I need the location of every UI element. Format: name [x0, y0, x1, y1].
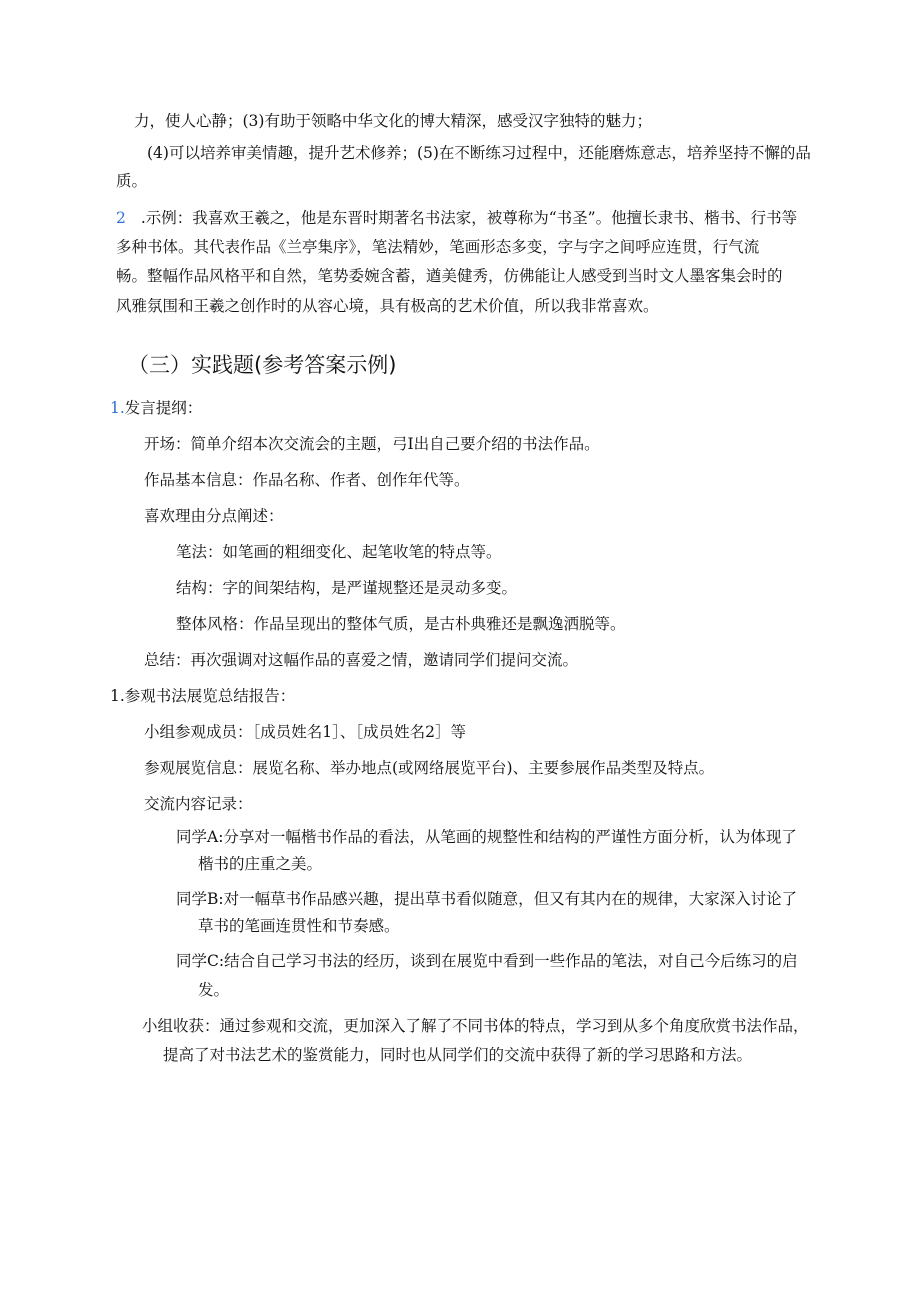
- outline-basic-info: 作品基本信息：作品名称、作者、创作年代等。: [144, 471, 470, 489]
- gain-line-2: 提高了对书法艺术的鉴赏能力，同时也从同学们的交流中获得了新的学习思路和方法。: [163, 1046, 753, 1064]
- report-exhibition: 参观展览信息：展览名称、举办地点(或网络展览平台)、主要参展作品类型及特点。: [144, 759, 715, 777]
- example-line-2: 多种书体。其代表作品《兰亭集序》，笔法精妙，笔画形态多变，字与字之间呼应连贯，行气流: [116, 238, 760, 256]
- part1-number: 1.: [110, 399, 125, 417]
- record-b-line-2: 草书的笔画连贯性和节奏感。: [198, 917, 400, 935]
- answer-line-1: 力，使人心静；(3)有助于领略中华文化的博大精深，感受汉字独特的魅力；: [134, 112, 652, 130]
- part1-title: 发言提纲：: [124, 399, 203, 417]
- example-text: .示例：我喜欢王羲之，他是东晋时期著名书法家，被尊称为“书圣”。他擅长隶书、楷书、行书等: [140, 209, 798, 227]
- outline-reasons: 喜欢理由分点阐述：: [144, 507, 284, 525]
- example-line-4: 风雅氛围和王羲之创作时的从容心境，具有极高的艺术价值，所以我非常喜欢。: [116, 297, 659, 315]
- example-paragraph-first-line: [116, 208, 797, 228]
- section-heading: （三）实践题(参考答案示例): [128, 353, 397, 377]
- record-c-line-1: 同学C:结合自己学习书法的经历，谈到在展览中看到一些作品的笔法，对自己今后练习的启: [176, 952, 798, 970]
- item-number: 2: [116, 209, 126, 227]
- report-records: 交流内容记录：: [144, 795, 253, 813]
- answer-line-3: 质。: [116, 172, 148, 190]
- record-a-line-2: 楷书的庄重之美。: [198, 855, 323, 873]
- outline-summary: 总结：再次强调对这幅作品的喜爱之情，邀请同学们提问交流。: [144, 651, 579, 669]
- answer-line-2: (4)可以培养审美情趣，提升艺术修养；(5)在不断练习过程中，还能磨炼意志，培养坚持不懈的品: [147, 144, 811, 162]
- record-c-line-2: 发。: [198, 981, 230, 999]
- record-b-line-1: 同学B:对一幅草书作品感兴趣，提出草书看似随意，但又有其内在的规律，大家深入讨论了: [176, 890, 798, 908]
- outline-opening: 开场：简单介绍本次交流会的主题，弓I出自己要介绍的书法作品。: [144, 435, 600, 453]
- gain-line-1: 小组收获：通过参观和交流，更加深入了解了不同书体的特点，学习到从多个角度欣赏书法作品，: [142, 1017, 809, 1035]
- record-a-line-1: 同学A:分享对一幅楷书作品的看法，从笔画的规整性和结构的严谨性方面分析，认为体现了: [176, 828, 797, 846]
- reason-structure: 结构：字的间架结构，是严谨规整还是灵动多变。: [176, 579, 518, 597]
- reason-style: 整体风格：作品呈现出的整体气质，是古朴典雅还是飘逸洒脱等。: [176, 615, 626, 633]
- report-members: 小组参观成员：［成员姓名1］、［成员姓名2］等: [144, 723, 466, 741]
- example-line-3: 畅。整幅作品风格平和自然，笔势委婉含蓄，遒美健秀，仿佛能让人感受到当时文人墨客集会时的: [116, 267, 783, 285]
- part2-title: 1.参观书法展览总结报告：: [110, 687, 296, 705]
- reason-brushwork: 笔法：如笔画的粗细变化、起笔收笔的特点等。: [176, 543, 502, 561]
- part1-title-line: [110, 398, 202, 418]
